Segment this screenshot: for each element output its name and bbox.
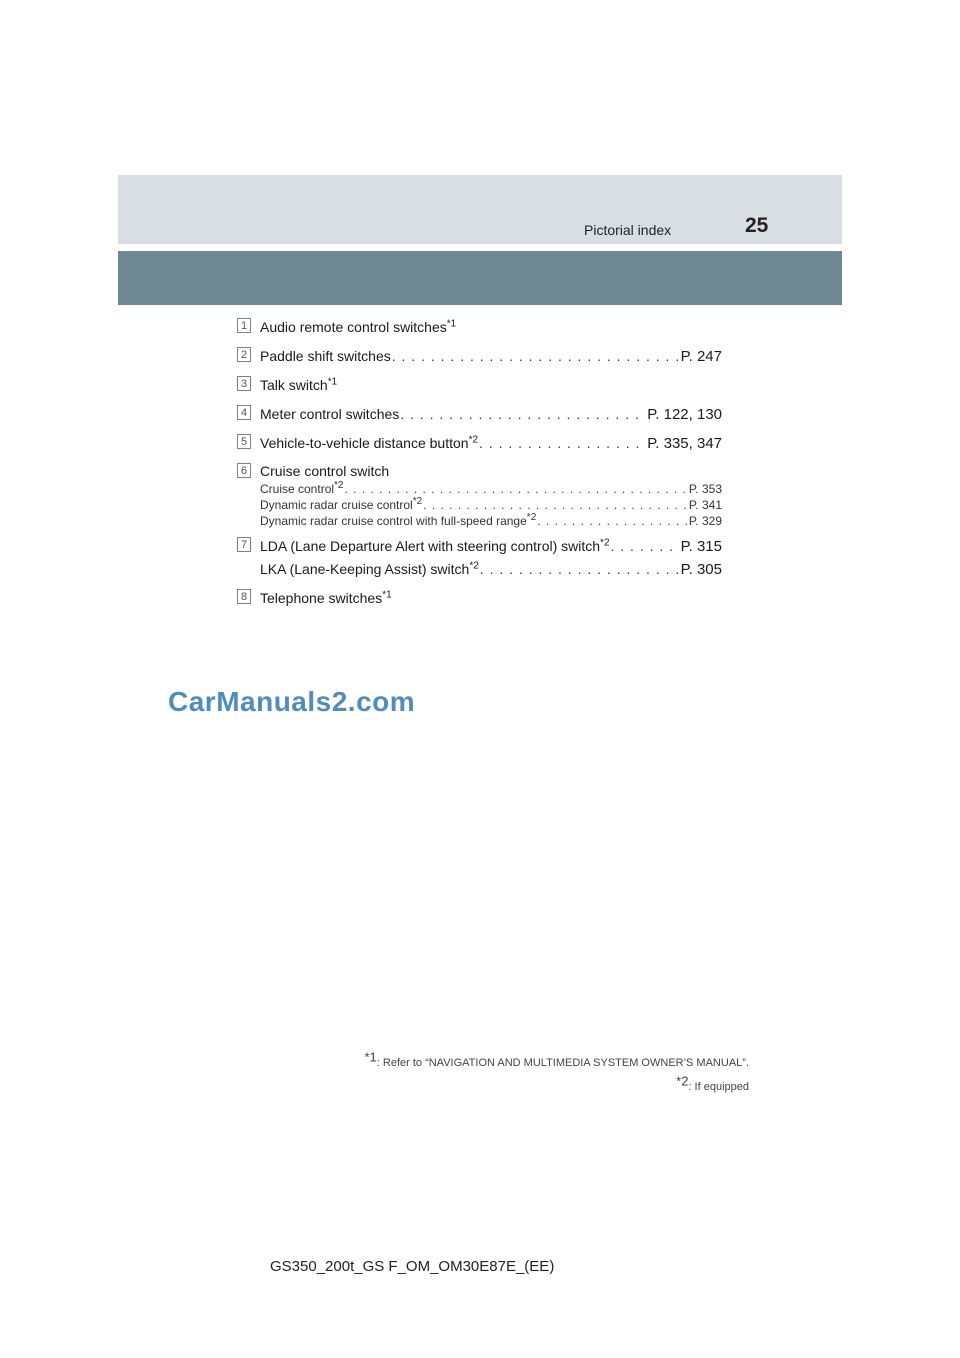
item-number: 4 <box>237 405 251 420</box>
page-reference[interactable]: P. 329 <box>688 514 722 528</box>
item-label: Talk switch <box>260 377 328 393</box>
page-number: 25 <box>745 214 769 237</box>
sub-item-label: Cruise control <box>260 482 335 496</box>
footnote-marker: *2 <box>334 480 344 491</box>
document-code: GS350_200t_GS F_OM_OM30E87E_(EE) <box>270 1258 555 1275</box>
item-label: Audio remote control switches <box>260 319 447 335</box>
page-reference[interactable]: P. 315 <box>680 538 722 555</box>
item-label: LDA (Lane Departure Alert with steering control) switch <box>260 538 601 554</box>
list-item <box>237 587 722 610</box>
list-item <box>237 403 722 426</box>
item-label: LKA (Lane-Keeping Assist) switch <box>260 561 470 577</box>
item-heading: Cruise control switch <box>260 463 390 479</box>
item-number: 5 <box>237 434 251 449</box>
leader-dots <box>537 513 688 529</box>
footnote-marker: *2 <box>412 496 423 507</box>
item-label: Vehicle-to-vehicle distance button <box>260 435 469 451</box>
list-item <box>237 432 722 455</box>
item-number: 7 <box>237 537 251 552</box>
sub-item <box>260 481 722 497</box>
footnote-marker: *1 <box>446 318 457 330</box>
footnote-text: : Refer to “NAVIGATION AND MULTIMEDIA SYSTEM OWNER’S MANUAL”. <box>376 1057 749 1069</box>
list-item <box>237 345 722 368</box>
footnote-marker: *2 <box>526 512 537 523</box>
sub-item <box>260 513 722 529</box>
item-label: Paddle shift switches <box>260 348 391 364</box>
header-band <box>118 251 842 305</box>
item-label: Meter control switches <box>260 406 400 422</box>
page-reference[interactable]: P. 305 <box>680 561 722 578</box>
page-reference[interactable]: P. 353 <box>688 482 722 496</box>
item-number: 6 <box>237 463 251 478</box>
watermark-logo: CarManuals2.com <box>168 686 416 717</box>
leader-dots <box>423 497 688 513</box>
leader-dots <box>480 558 680 581</box>
leader-dots <box>344 481 687 497</box>
footnote-1 <box>364 1049 749 1069</box>
header-bar <box>118 175 842 244</box>
leader-dots <box>400 403 646 426</box>
item-number: 1 <box>237 318 251 333</box>
list-item <box>237 535 722 581</box>
page-reference[interactable]: P. 247 <box>680 348 722 365</box>
page-reference[interactable]: P. 335, 347 <box>647 435 722 452</box>
item-number: 2 <box>237 347 251 362</box>
list-item <box>237 374 722 397</box>
footnote-text: : If equipped <box>688 1081 749 1093</box>
leader-dots <box>479 432 646 455</box>
footnote-marker: *2 <box>468 434 479 446</box>
sub-item <box>260 497 722 513</box>
footnote-marker: *2 <box>600 537 610 549</box>
page-reference[interactable]: P. 122, 130 <box>647 406 722 423</box>
footnote-marker: *2 <box>469 560 479 572</box>
sub-item-label: Dynamic radar cruise control <box>260 498 413 512</box>
footnote-2 <box>676 1073 749 1093</box>
index-list <box>237 316 722 616</box>
footnote-symbol: *1 <box>364 1049 377 1065</box>
page-reference[interactable]: P. 341 <box>688 498 722 512</box>
sub-item-label: Dynamic radar cruise control with full-speed range <box>260 514 527 528</box>
item-number: 3 <box>237 376 251 391</box>
item-number: 8 <box>237 589 251 604</box>
footnote-marker: *1 <box>382 589 392 601</box>
item-label: Telephone switches <box>260 590 383 606</box>
footnote-marker: *1 <box>327 376 338 388</box>
leader-dots <box>611 535 680 558</box>
list-item <box>237 316 722 339</box>
footnote-symbol: *2 <box>676 1073 689 1089</box>
list-item <box>237 461 722 529</box>
leader-dots <box>392 345 680 368</box>
section-title: Pictorial index <box>584 222 672 238</box>
